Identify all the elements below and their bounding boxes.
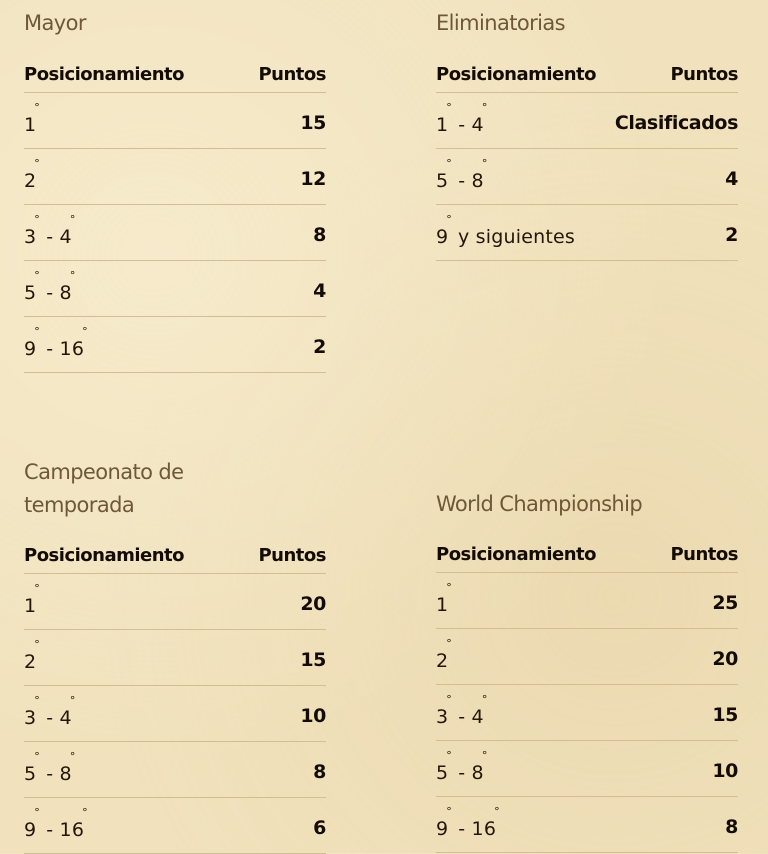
position-cell <box>24 749 76 785</box>
table-row <box>24 630 326 686</box>
points-cell: 4 <box>725 167 738 190</box>
points-cell: 4 <box>313 279 326 302</box>
range-separator: - <box>40 225 60 248</box>
range-separator: - <box>40 337 60 360</box>
position-start: 5 <box>436 761 449 784</box>
position-end: 4 <box>471 113 484 136</box>
points-cell: 20 <box>712 647 738 670</box>
points-table-campeonato-temporada <box>24 452 326 854</box>
position-end: 16 <box>59 818 85 841</box>
position-start: 3 <box>24 225 37 248</box>
table-body <box>436 93 738 261</box>
ordinal-degree: ° <box>82 805 88 819</box>
section-title-campeonato-temporada <box>24 452 326 522</box>
points-cell: 15 <box>300 111 326 134</box>
points-cell: 6 <box>313 816 326 839</box>
position-end: 8 <box>59 281 72 304</box>
title-line-2: temporada <box>24 493 135 517</box>
ordinal-degree: ° <box>82 324 88 338</box>
ordinal-degree: ° <box>34 156 40 170</box>
range-separator: - <box>40 762 60 785</box>
points-cell: 8 <box>313 223 326 246</box>
position-start: 1 <box>24 113 37 136</box>
ordinal-degree: ° <box>34 805 40 819</box>
points-cell: 8 <box>725 815 738 838</box>
ordinal-degree: ° <box>34 581 40 595</box>
ordinal-degree: ° <box>34 324 40 338</box>
ordinal-degree: ° <box>69 268 76 282</box>
section-title-mayor: Mayor <box>24 11 86 35</box>
table-row <box>24 205 326 261</box>
position-start: 2 <box>24 650 37 673</box>
points-cell: Clasificados <box>614 111 738 134</box>
title-line-1: Campeonato de <box>24 460 184 484</box>
range-separator: - <box>452 705 472 728</box>
points-cell: 15 <box>712 703 738 726</box>
ordinal-degree: ° <box>34 212 40 226</box>
points-cell: 10 <box>300 704 326 727</box>
ordinal-degree: ° <box>481 692 488 706</box>
ordinal-degree: ° <box>34 637 40 651</box>
table-body <box>24 574 326 854</box>
position-start: 9 <box>436 817 449 840</box>
points-cell: 12 <box>300 167 326 190</box>
position-cell <box>436 748 488 784</box>
column-header-points: Puntos <box>258 544 326 566</box>
table-row <box>24 261 326 317</box>
ordinal-degree: ° <box>481 156 488 170</box>
ordinal-degree: ° <box>446 748 452 762</box>
position-cell <box>24 324 88 360</box>
table-row <box>24 742 326 798</box>
column-header-position: Posicionamiento <box>436 63 597 85</box>
column-header-position: Posicionamiento <box>436 543 597 565</box>
table-header <box>436 56 738 93</box>
table-header <box>436 536 738 573</box>
ordinal-degree: ° <box>446 212 452 226</box>
ordinal-degree: ° <box>34 693 40 707</box>
position-end: 8 <box>471 169 484 192</box>
position-start: 5 <box>24 762 37 785</box>
points-table-world-championship <box>436 484 738 853</box>
points-cell: 15 <box>300 648 326 671</box>
column-header-points: Puntos <box>670 543 738 565</box>
table-row <box>436 685 738 741</box>
position-cell <box>436 636 452 672</box>
position-cell <box>24 212 76 248</box>
table-row <box>436 205 738 261</box>
position-cell <box>436 804 500 840</box>
position-end: 16 <box>471 817 497 840</box>
position-start: 9 <box>436 225 449 248</box>
position-cell <box>436 156 488 192</box>
position-start: 3 <box>24 706 37 729</box>
ordinal-degree: ° <box>69 212 76 226</box>
table-row <box>436 93 738 149</box>
ordinal-degree: ° <box>446 580 452 594</box>
table-body <box>24 93 326 373</box>
ordinal-degree: ° <box>446 692 452 706</box>
position-cell <box>436 692 488 728</box>
points-cell: 2 <box>725 223 738 246</box>
column-header-points: Puntos <box>258 63 326 85</box>
position-cell <box>24 268 76 304</box>
position-cell <box>24 156 40 192</box>
ordinal-degree: ° <box>34 100 40 114</box>
position-cell <box>24 581 40 617</box>
position-start: 1 <box>24 594 37 617</box>
ordinal-degree: ° <box>69 749 76 763</box>
range-separator: - <box>40 818 60 841</box>
points-cell: 8 <box>313 760 326 783</box>
position-start: 1 <box>436 593 449 616</box>
table-row <box>24 798 326 854</box>
ordinal-degree: ° <box>446 636 452 650</box>
table-row <box>436 629 738 685</box>
points-table-mayor <box>24 0 326 373</box>
table-row <box>436 797 738 853</box>
table-row <box>24 149 326 205</box>
position-end: 8 <box>59 762 72 785</box>
position-end: 4 <box>59 706 72 729</box>
ordinal-degree: ° <box>481 748 488 762</box>
position-start: 9 <box>24 337 37 360</box>
points-cell: 2 <box>313 335 326 358</box>
points-table-eliminatorias <box>436 0 738 261</box>
position-start: 5 <box>436 169 449 192</box>
points-cell: 20 <box>300 592 326 615</box>
section-title-world-championship: World Championship <box>436 492 643 516</box>
range-separator: - <box>452 761 472 784</box>
range-separator: - <box>452 169 472 192</box>
table-row <box>24 93 326 149</box>
table-row <box>436 573 738 629</box>
position-start: 1 <box>436 113 449 136</box>
column-header-position: Posicionamiento <box>24 544 185 566</box>
range-separator: - <box>452 113 472 136</box>
column-header-position: Posicionamiento <box>24 63 185 85</box>
table-row <box>436 741 738 797</box>
table-header <box>24 56 326 93</box>
ordinal-degree: ° <box>481 100 488 114</box>
position-cell <box>24 693 76 729</box>
range-separator: - <box>40 706 60 729</box>
section-title-eliminatorias: Eliminatorias <box>436 11 565 35</box>
position-cell <box>24 637 40 673</box>
table-row <box>24 317 326 373</box>
position-start: 3 <box>436 705 449 728</box>
points-cell: 10 <box>712 759 738 782</box>
ordinal-degree: ° <box>69 693 76 707</box>
position-start: 2 <box>436 649 449 672</box>
ordinal-degree: ° <box>34 268 40 282</box>
position-cell <box>436 580 452 616</box>
table-row <box>24 686 326 742</box>
ordinal-degree: ° <box>446 100 452 114</box>
table-row <box>24 574 326 630</box>
points-cell: 25 <box>712 591 738 614</box>
position-end: 4 <box>471 705 484 728</box>
range-separator: - <box>452 817 472 840</box>
position-start: 9 <box>24 818 37 841</box>
position-end: 16 <box>59 337 85 360</box>
table-body <box>436 573 738 853</box>
position-cell <box>24 100 40 136</box>
ordinal-degree: ° <box>494 804 500 818</box>
position-suffix: y siguientes <box>458 225 576 248</box>
position-cell <box>436 100 488 136</box>
position-start: 2 <box>24 169 37 192</box>
ordinal-degree: ° <box>446 156 452 170</box>
position-cell <box>436 212 576 248</box>
ordinal-degree: ° <box>446 804 452 818</box>
position-end: 8 <box>471 761 484 784</box>
table-header <box>24 537 326 574</box>
position-cell <box>24 805 88 841</box>
range-separator: - <box>40 281 60 304</box>
table-row <box>436 149 738 205</box>
position-end: 4 <box>59 225 72 248</box>
column-header-points: Puntos <box>670 63 738 85</box>
ordinal-degree: ° <box>34 749 40 763</box>
position-start: 5 <box>24 281 37 304</box>
